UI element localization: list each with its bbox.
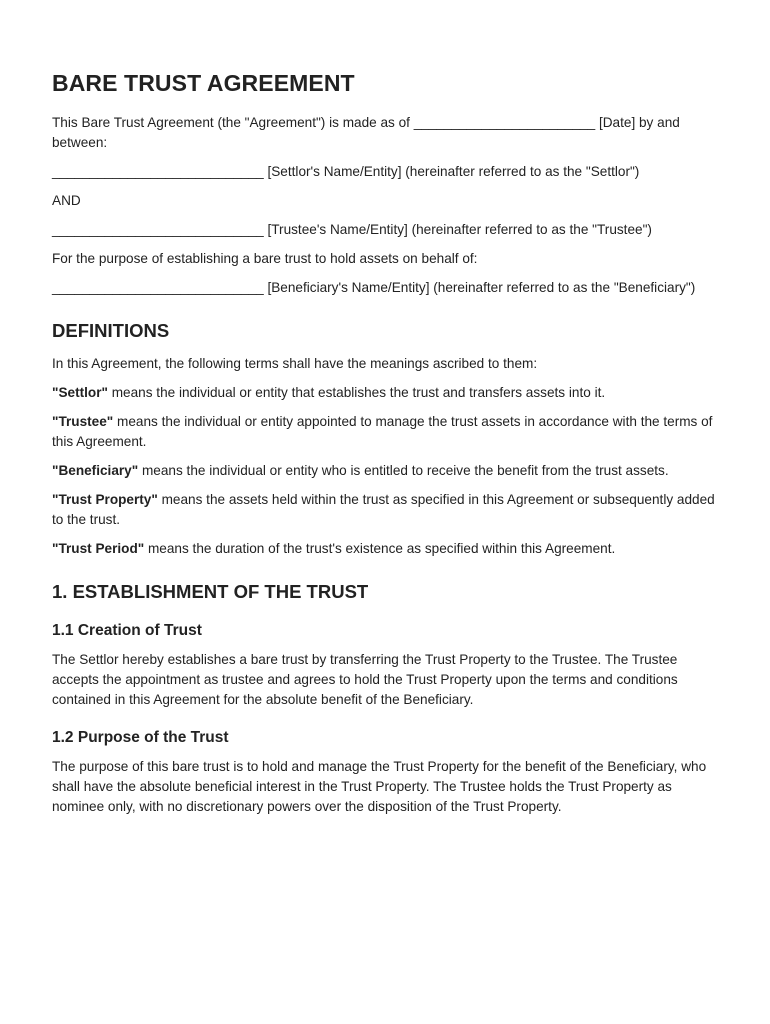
section-1-heading: 1. ESTABLISHMENT OF THE TRUST xyxy=(52,581,369,602)
definition-text: means the individual or entity who is entitled to receive the benefit from the trust assets. xyxy=(138,463,669,478)
intro-date-line: This Bare Trust Agreement (the "Agreement") is made as of ________________________ [Date] by and between: xyxy=(52,115,680,150)
definition-text: means the individual or entity that establishes the trust and transfers assets into it. xyxy=(107,385,606,400)
definition-trust-period xyxy=(52,539,722,559)
definitions-intro: In this Agreement, the following terms shall have the meanings ascribed to them: xyxy=(52,356,538,371)
definition-term: "Settlor" xyxy=(52,385,108,400)
intro-and: AND xyxy=(52,193,81,208)
section-1-1-text: The Settlor hereby establishes a bare trust by transferring the Trust Property to the Trustee. The Trustee accepts the appointment as trustee and agrees to hold the Trust Property upon the terms and conditions contained in this Agreement for the absolute benefit of the Beneficiary. xyxy=(52,652,678,707)
definition-text: means the individual or entity appointed to manage the trust assets in accordance with the terms of this Agreement. xyxy=(52,414,713,449)
document-page xyxy=(52,70,722,826)
section-1-2-text: The purpose of this bare trust is to hold and manage the Trust Property for the benefit of the Beneficiary, who shall have the absolute beneficial interest in the Trust Property. The Trustee holds the Trust Property as nominee only, with no discretionary powers over the disposition of the Trust Property. xyxy=(52,759,707,814)
definition-settlor xyxy=(52,383,722,403)
definition-term: "Trustee" xyxy=(52,414,114,429)
definition-text: means the duration of the trust's existence as specified within this Agreement. xyxy=(144,541,616,556)
definition-trustee xyxy=(52,412,722,452)
definition-term: "Beneficiary" xyxy=(52,463,139,478)
definition-text: means the assets held within the trust as specified in this Agreement or subsequently added to the trust. xyxy=(52,492,715,527)
definition-term: "Trust Period" xyxy=(52,541,145,556)
section-1-1-heading: 1.1 Creation of Trust xyxy=(52,622,202,639)
definitions-heading: DEFINITIONS xyxy=(52,320,170,341)
definition-trust-property xyxy=(52,490,722,530)
definition-beneficiary xyxy=(52,461,722,481)
intro-purpose-line: For the purpose of establishing a bare trust to hold assets on behalf of: xyxy=(52,251,478,266)
intro-beneficiary-line: ____________________________ [Beneficiary's Name/Entity] (hereinafter referred to as the "Beneficiary") xyxy=(52,280,696,295)
document-title: BARE TRUST AGREEMENT xyxy=(52,70,355,96)
intro-settlor-line: ____________________________ [Settlor's Name/Entity] (hereinafter referred to as the "Settlor") xyxy=(52,164,640,179)
intro-trustee-line: ____________________________ [Trustee's Name/Entity] (hereinafter referred to as the "Trustee") xyxy=(52,222,652,237)
definition-term: "Trust Property" xyxy=(52,492,158,507)
section-1-2-heading: 1.2 Purpose of the Trust xyxy=(52,729,229,746)
